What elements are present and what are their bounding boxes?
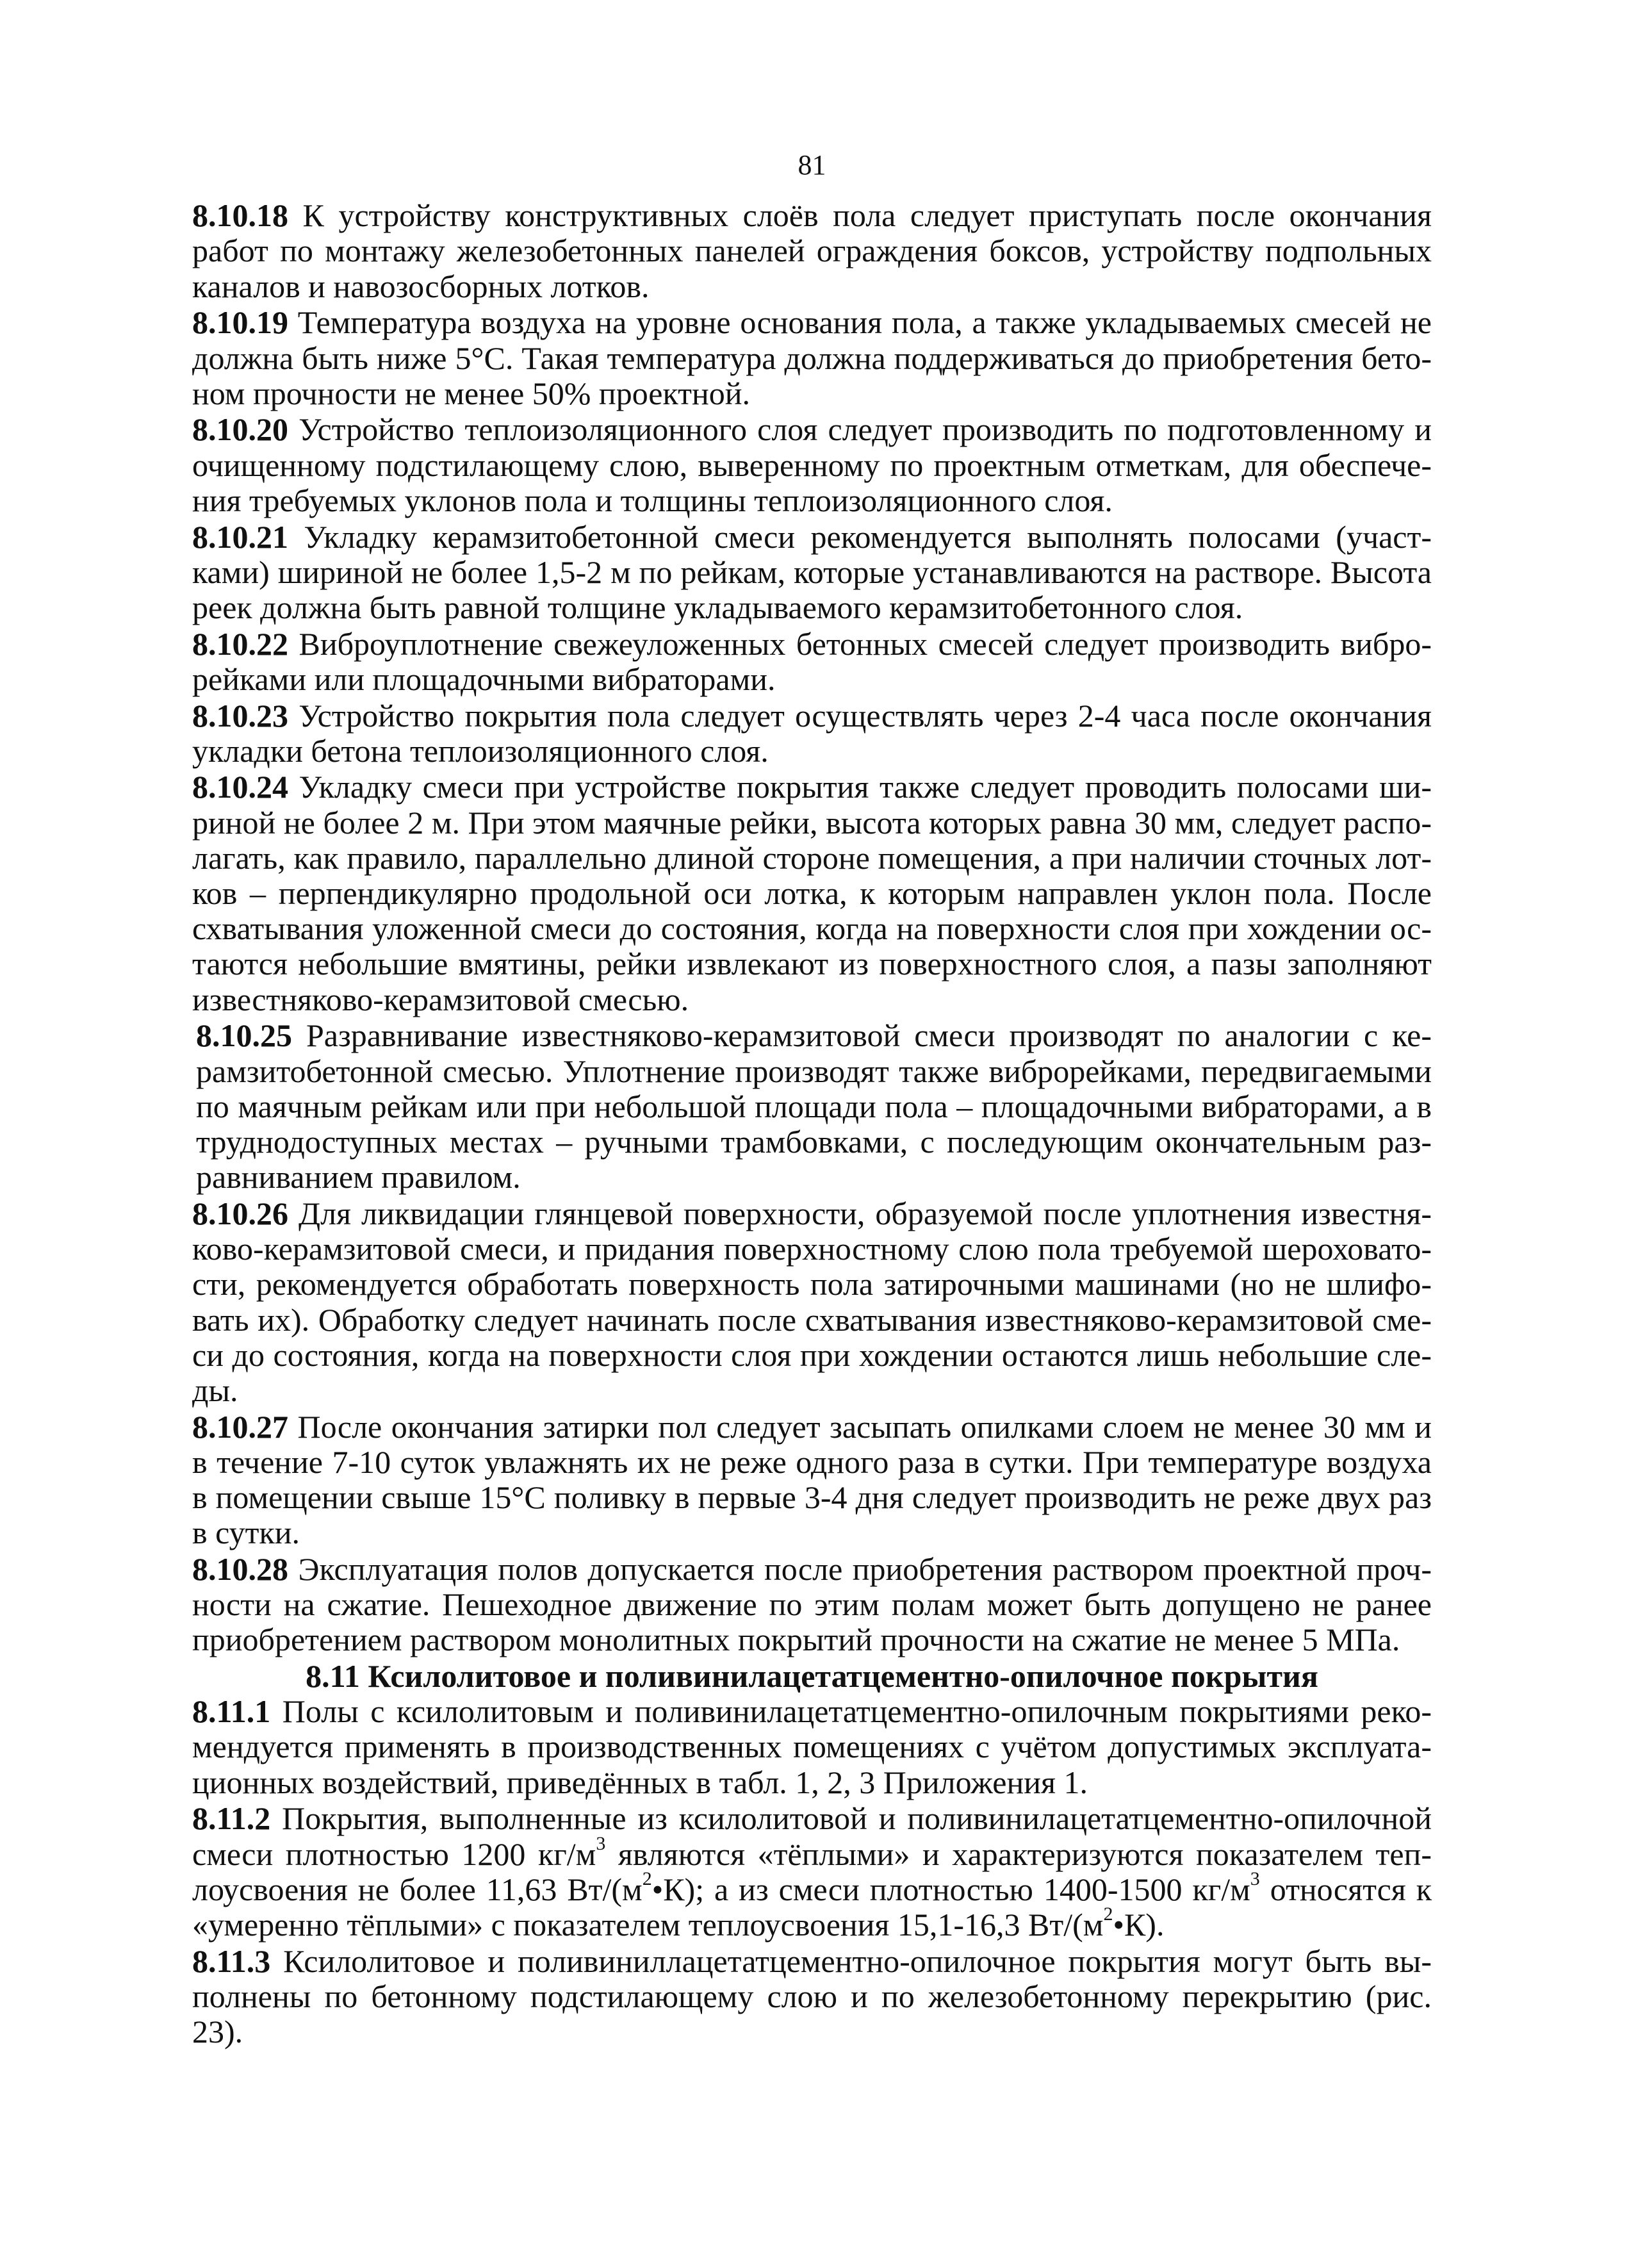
clause-number: 8.10.18: [192, 197, 288, 234]
clause-text: Температура воздуха на уровне основания пола, а также укладываемых смесей не должна быть ниже 5°С. Такая температура должна поддерживаться до приобретения бетоном прочности не менее 50% проектной.: [192, 304, 1432, 411]
paragraph-8-10-19: [192, 305, 1432, 411]
paragraph-8-10-28: [192, 1552, 1432, 1658]
clause-text: Разравнивание известняково-керамзитовой смеси производят по аналогии с керамзитобетонной смесью. Уплотнение производят также виброрейками, передвигаемыми по маячным рейкам или при небольшой площади пола – площадочными вибраторами, а в труднодоступных местах – ручными трамбовками, с последующим окончательным разравниванием правилом.: [196, 1017, 1432, 1196]
clause-text: Для ликвидации глянцевой поверхности, образуемой после уплотнения известняково-керамзитовой смеси, и придания поверхностному слою пола требуемой шероховатости, рекомендуется обработать поверхность пола затирочными машинами (но не шлифовать их). Обработку следует начинать после схватывания известняково-керамзитовой смеси до состояния, когда на поверхности слоя при хождении остаются лишь небольшие следы.: [192, 1195, 1432, 1408]
clause-number: 8.10.25: [196, 1017, 292, 1054]
clause-text: Ксилолитовое и поливиниллацетатцементно-опилочное покрытия могут быть выполнены по бетонному подстилающему слою и по железобетонному перекрытию (рис. 23).: [192, 1943, 1432, 2050]
clause-text: Укладку смеси при устройстве покрытия также следует проводить полосами шириной не более 2 м. При этом маячные рейки, высота которых равна 30 мм, следует располагать, как правило, параллельно длиной стороне помещения, а при наличии сточных лотков – перпендикулярно продольной оси лотка, к которым направлен уклон пола. После схватывания уложенной смеси до состояния, когда на поверхности слоя при хождении остаются небольшие вмятины, рейки извлекают из поверхностного слоя, а пазы заполняют известняково-керамзитовой смесью.: [192, 769, 1432, 1017]
paragraph-8-10-26: [192, 1196, 1432, 1408]
clause-number: 8.10.20: [192, 411, 288, 448]
clause-number: 8.11.3: [192, 1943, 271, 1979]
clause-text: Устройство теплоизоляционного слоя следует производить по подготовленному и очищенному подстилающему слою, выверенному по проектным отметкам, для обеспечения требуемых уклонов пола и толщины теплоизоляционного слоя.: [192, 411, 1432, 518]
superscript: 2: [642, 1868, 652, 1889]
clause-number: 8.10.27: [192, 1408, 288, 1445]
clause-number: 8.11.2: [192, 1800, 271, 1837]
clause-number: 8.10.24: [192, 769, 288, 805]
clause-text: Эксплуатация полов допускается после приобретения раствором проектной прочности на сжатие. Пешеходное движение по этим полам может быть допущено не ранее приобретением раствором монолитных покрытий прочности на сжатие не менее 5 МПа.: [192, 1550, 1432, 1658]
clause-number: 8.10.28: [192, 1550, 288, 1587]
clause-number: 8.11.1: [192, 1693, 271, 1730]
clause-text: Полы с ксилолитовым и поливинилацетатцементно-опилочным покрытиями рекомендуется применять в производственных помещениях с учётом допустимых эксплуатационных воздействий, приведённых в табл. 1, 2, 3 Приложения 1.: [192, 1693, 1432, 1800]
paragraph-8-10-24: [192, 769, 1432, 1017]
superscript: 2: [1103, 1903, 1113, 1925]
paragraph-8-10-27: [192, 1409, 1432, 1551]
paragraph-8-11-2: [192, 1801, 1432, 1943]
clause-text: являются «тёплыми» и характеризуются показателем теплоусвоения не более 11,63 Вт/(м: [192, 1836, 1432, 1907]
superscript: 3: [1250, 1868, 1260, 1889]
clause-number: 8.10.23: [192, 697, 288, 734]
superscript: 3: [596, 1832, 606, 1854]
paragraph-8-10-20: [192, 412, 1432, 518]
paragraph-8-10-22: [192, 627, 1432, 697]
paragraph-8-10-21: [192, 520, 1432, 626]
clause-text: После окончания затирки пол следует засыпать опилками слоем не менее 30 мм и в течение 7-10 суток увлажнять их не реже одного раза в сутки. При температуре воздуха в помещении свыше 15°С поливку в первые 3-4 дня следует производить не реже двух раз в сутки.: [192, 1408, 1432, 1551]
document-page: [192, 96, 1432, 2051]
clause-number: 8.10.22: [192, 625, 288, 662]
clause-number: 8.10.26: [192, 1195, 288, 1231]
paragraph-8-11-1: [192, 1694, 1432, 1800]
clause-text: относятся к «умеренно тёплыми» с показателем теплоусвоения 15,1-16,3 Вт/(м: [192, 1871, 1432, 1943]
clause-number: 8.10.21: [192, 518, 288, 555]
clause-text: •К); а из смеси плотностью 1400-1500 кг/м: [651, 1871, 1250, 1907]
clause-text: Виброуплотнение свежеуложенных бетонных смесей следует производить виброрейками или площадочными вибраторами.: [192, 625, 1432, 697]
page-number: 81: [798, 149, 826, 181]
paragraph-8-10-23: [192, 698, 1432, 769]
paragraph-8-11-3: [192, 1944, 1432, 2050]
clause-text: Покрытия, выполненные из ксилолитовой и поливинилацетатцементно-опилочной смеси плотностью 1200 кг/м: [192, 1800, 1432, 1872]
clause-number: 8.10.19: [192, 304, 288, 341]
section-heading: 8.11 Ксилолитовое и поливинилацетатцементно-опилочное покрытия: [306, 1658, 1318, 1695]
clause-text: •К).: [1113, 1906, 1165, 1943]
paragraph-8-10-18: [192, 198, 1432, 304]
clause-text: Устройство покрытия пола следует осуществлять через 2-4 часа после окончания укладки бетона теплоизоляционного слоя.: [192, 697, 1432, 769]
paragraph-8-10-25: [192, 1018, 1432, 1195]
clause-text: К устройству конструктивных слоёв пола следует приступать после окончания работ по монтажу железобетонных панелей ограждения боксов, устройству подпольных каналов и навозосборных лотков.: [192, 197, 1432, 304]
clause-text: Укладку керамзитобетонной смеси рекомендуется выполнять полосами (участками) шириной не более 1,5-2 м по рейкам, которые устанавливаются на растворе. Высота реек должна быть равной толщине укладываемого керамзитобетонного слоя.: [192, 518, 1432, 625]
